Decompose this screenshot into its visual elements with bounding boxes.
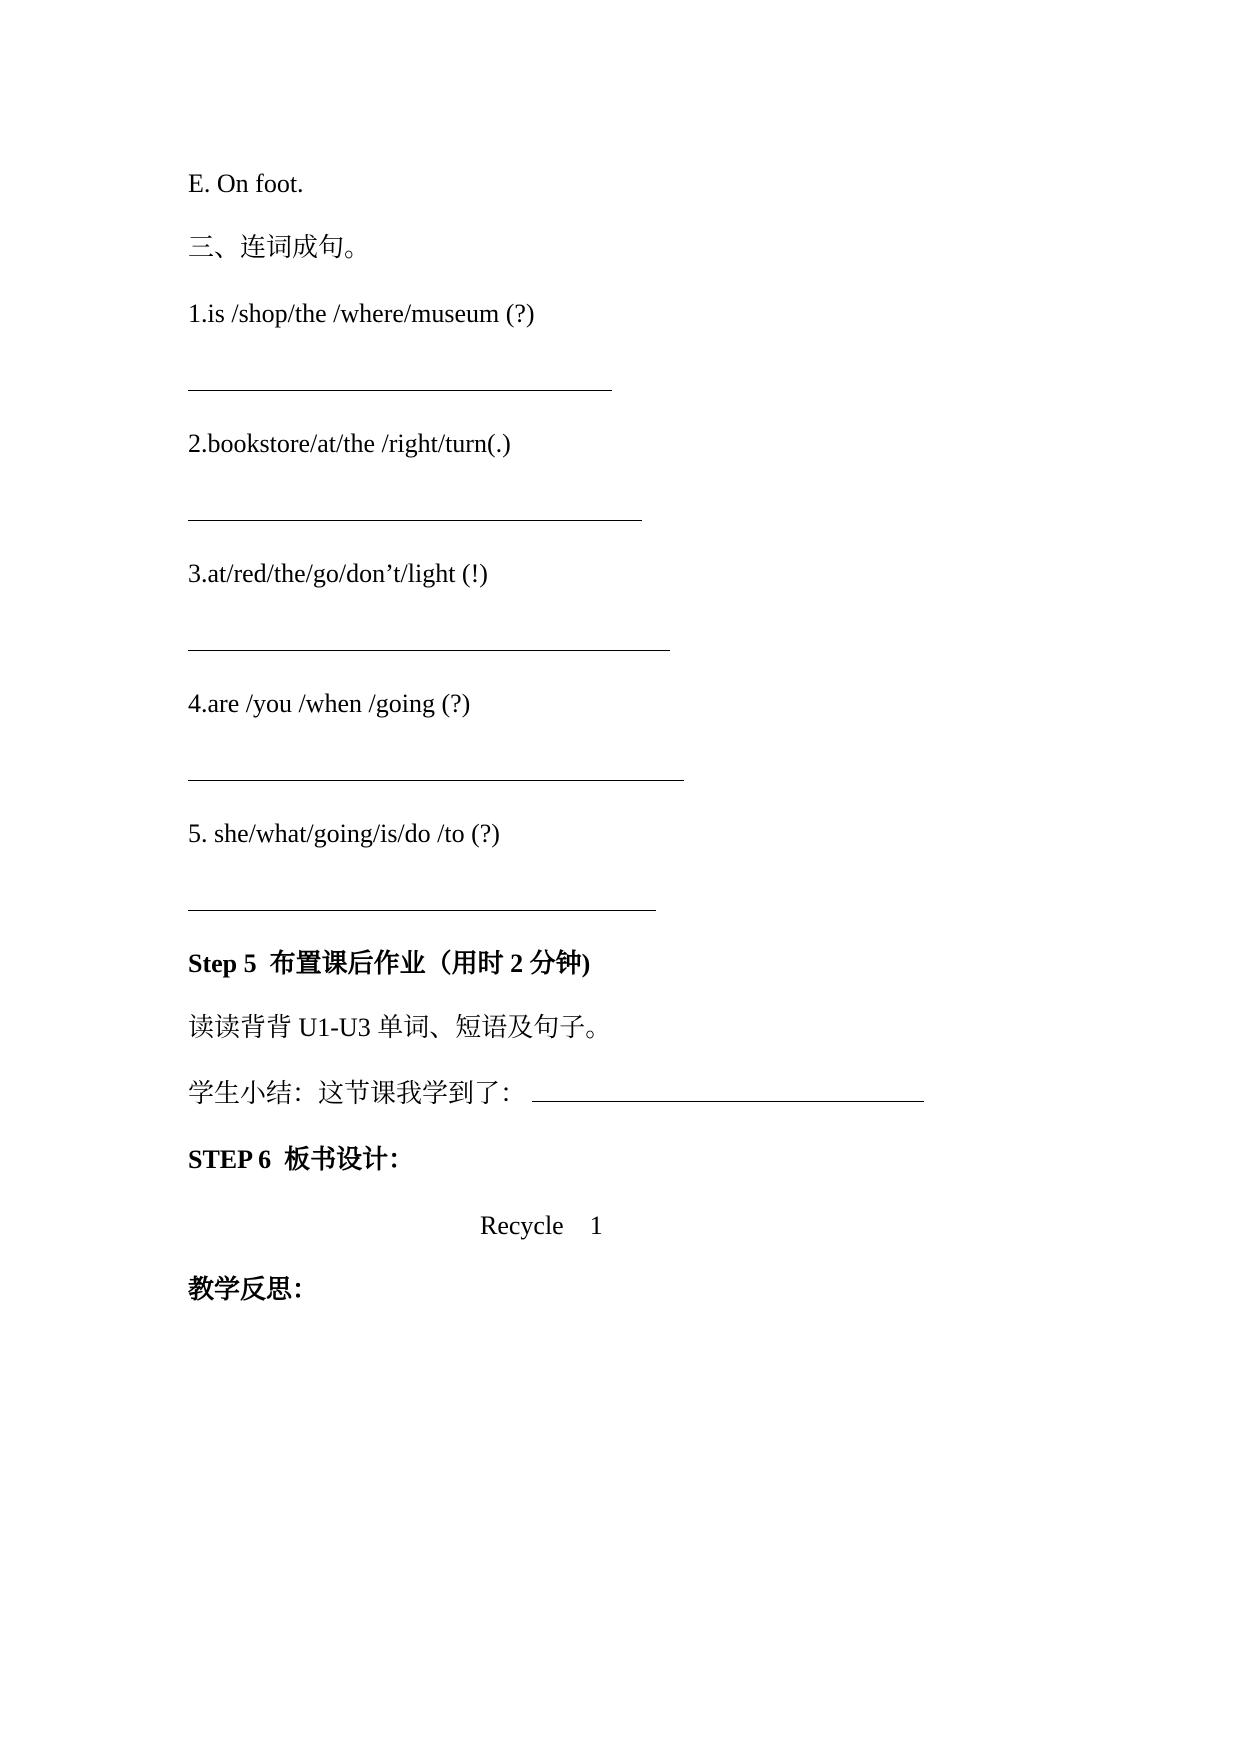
answer-blank-3[interactable] — [188, 650, 670, 651]
answer-blank-1[interactable] — [188, 390, 612, 391]
answer-blank-2[interactable] — [188, 520, 642, 521]
question-5: 5. she/what/going/is/do /to (?) — [188, 819, 500, 848]
answer-blank-5[interactable] — [188, 910, 656, 911]
option-e: E. On foot. — [188, 169, 304, 198]
summary-label: 学生小结：这节课我学到了： — [188, 1079, 527, 1108]
answer-blank-4[interactable] — [188, 780, 684, 781]
summary-blank[interactable] — [532, 1100, 924, 1102]
question-3: 3.at/red/the/go/don’t/light (!) — [188, 559, 488, 588]
question-4: 4.are /you /when /going (?) — [188, 689, 471, 718]
board-design-title: Recycle 1 — [480, 1211, 603, 1240]
question-1: 1.is /shop/the /where/museum (?) — [188, 299, 535, 328]
question-2: 2.bookstore/at/the /right/turn(.) — [188, 429, 511, 458]
section-title: 三、连词成句。 — [188, 233, 371, 262]
step6-title: STEP 6 板书设计： — [188, 1145, 415, 1174]
reflection-title: 教学反思： — [188, 1275, 319, 1304]
step5-title: Step 5 布置课后作业（用时 2 分钟) — [188, 949, 591, 978]
homework-text: 读读背背 U1-U3 单词、短语及句子。 — [188, 1013, 612, 1042]
summary-line — [188, 1078, 924, 1110]
